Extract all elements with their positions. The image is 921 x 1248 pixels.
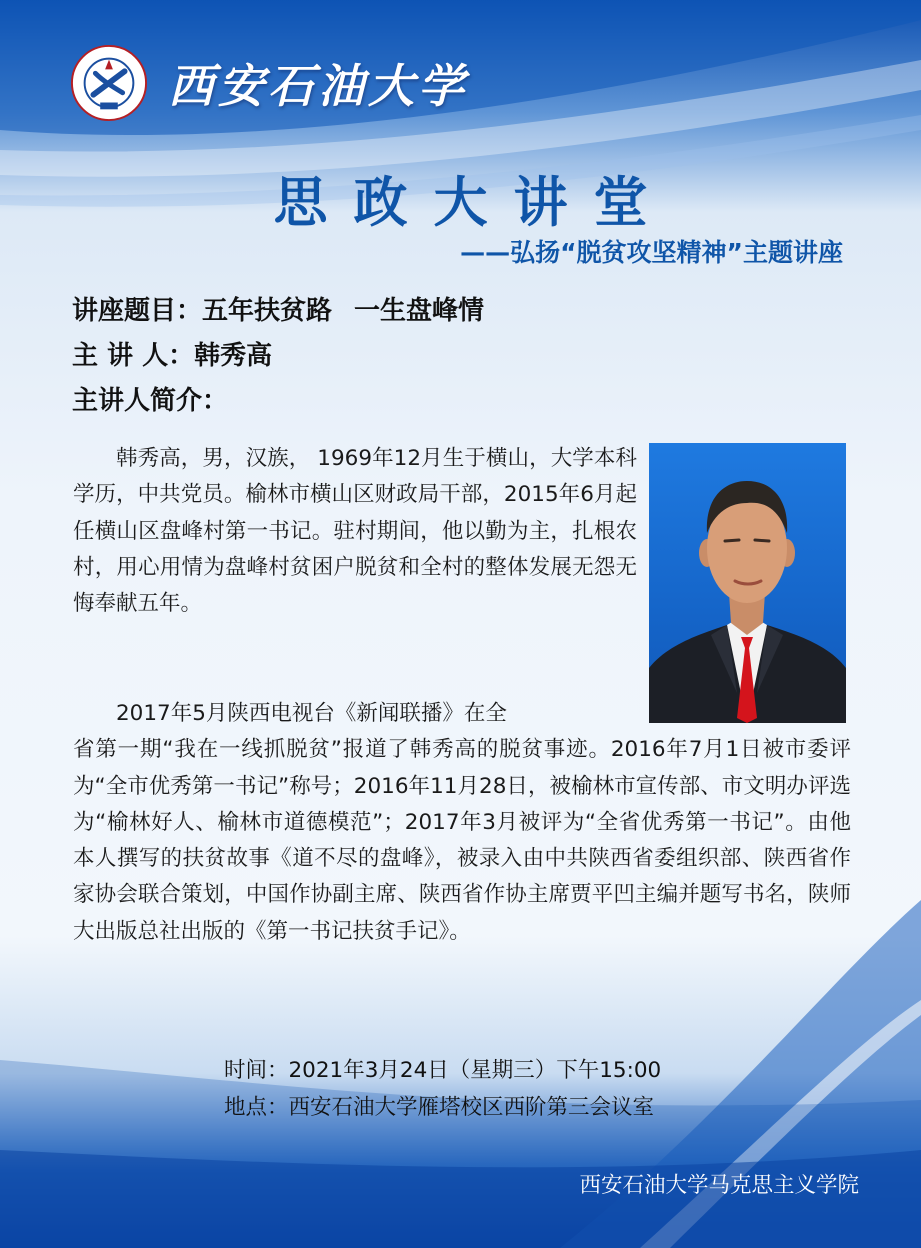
speaker-name: 韩秀高 xyxy=(194,341,273,371)
lecture-place: 地点：西安石油大学雁塔校区西阶第三会议室 xyxy=(224,1095,655,1120)
university-name: 西安石油大学 xyxy=(168,59,468,113)
bio-paragraph-2 xyxy=(73,696,851,950)
bio-para2-line1: 2017年5月陕西电视台《新闻联播》在全 xyxy=(116,701,507,726)
main-title: 思政大讲堂 xyxy=(273,171,674,234)
speaker-intro-label: 主讲人简介： xyxy=(72,386,229,416)
bio-para2-rest: 省第一期“我在一线抓脱贫”报道了韩秀高的脱贫事迹。2016年7月1日被市委评为“全市优秀第一书记”称号；2016年11月28日，被榆林市宣传部、市文明办评选为“榆林好人、榆林市道德模范”；2017年3月被评为“全省优秀第一书记”。由他本人撰写的扶贫故事《道不尽的盘峰》，被录入由中共陕西省委组织部、陕西省作家协会联合策划，中国作协副主席、陕西省作协主席贾平凹主编并题写书名，陕师大出版总社出版的《第一书记扶贫手记》。 xyxy=(73,737,851,944)
organizer: 西安石油大学马克思主义学院 xyxy=(579,1173,859,1198)
speaker-label: 主 讲 人： xyxy=(72,341,195,371)
topic-part2: 一生盘峰情 xyxy=(354,296,485,326)
bio-para2 xyxy=(73,696,851,732)
bio-paragraph-1 xyxy=(73,441,637,622)
speaker-portrait xyxy=(649,443,846,723)
lecture-time: 时间：2021年3月24日（星期三）下午15:00 xyxy=(224,1058,662,1083)
topic-label: 讲座题目： xyxy=(72,296,203,326)
sub-title: ——弘扬“脱贫攻坚精神”主题讲座 xyxy=(460,238,843,267)
bio-para1-text: 韩秀高，男，汉族， 1969年12月生于横山，大学本科学历，中共党员。榆林市横山区财政局干部，2015年6月起任横山区盘峰村第一书记。驻村期间，他以勤为主，扎根农村，用心用情为盘峰村贫困户脱贫和全村的整体发展无怨无悔奉献五年。 xyxy=(73,446,637,617)
lecture-speaker xyxy=(72,335,272,372)
university-logo xyxy=(70,44,148,122)
topic-part1: 五年扶贫路 xyxy=(202,296,333,326)
speaker-photo xyxy=(649,443,846,723)
lecture-topic xyxy=(72,290,484,327)
